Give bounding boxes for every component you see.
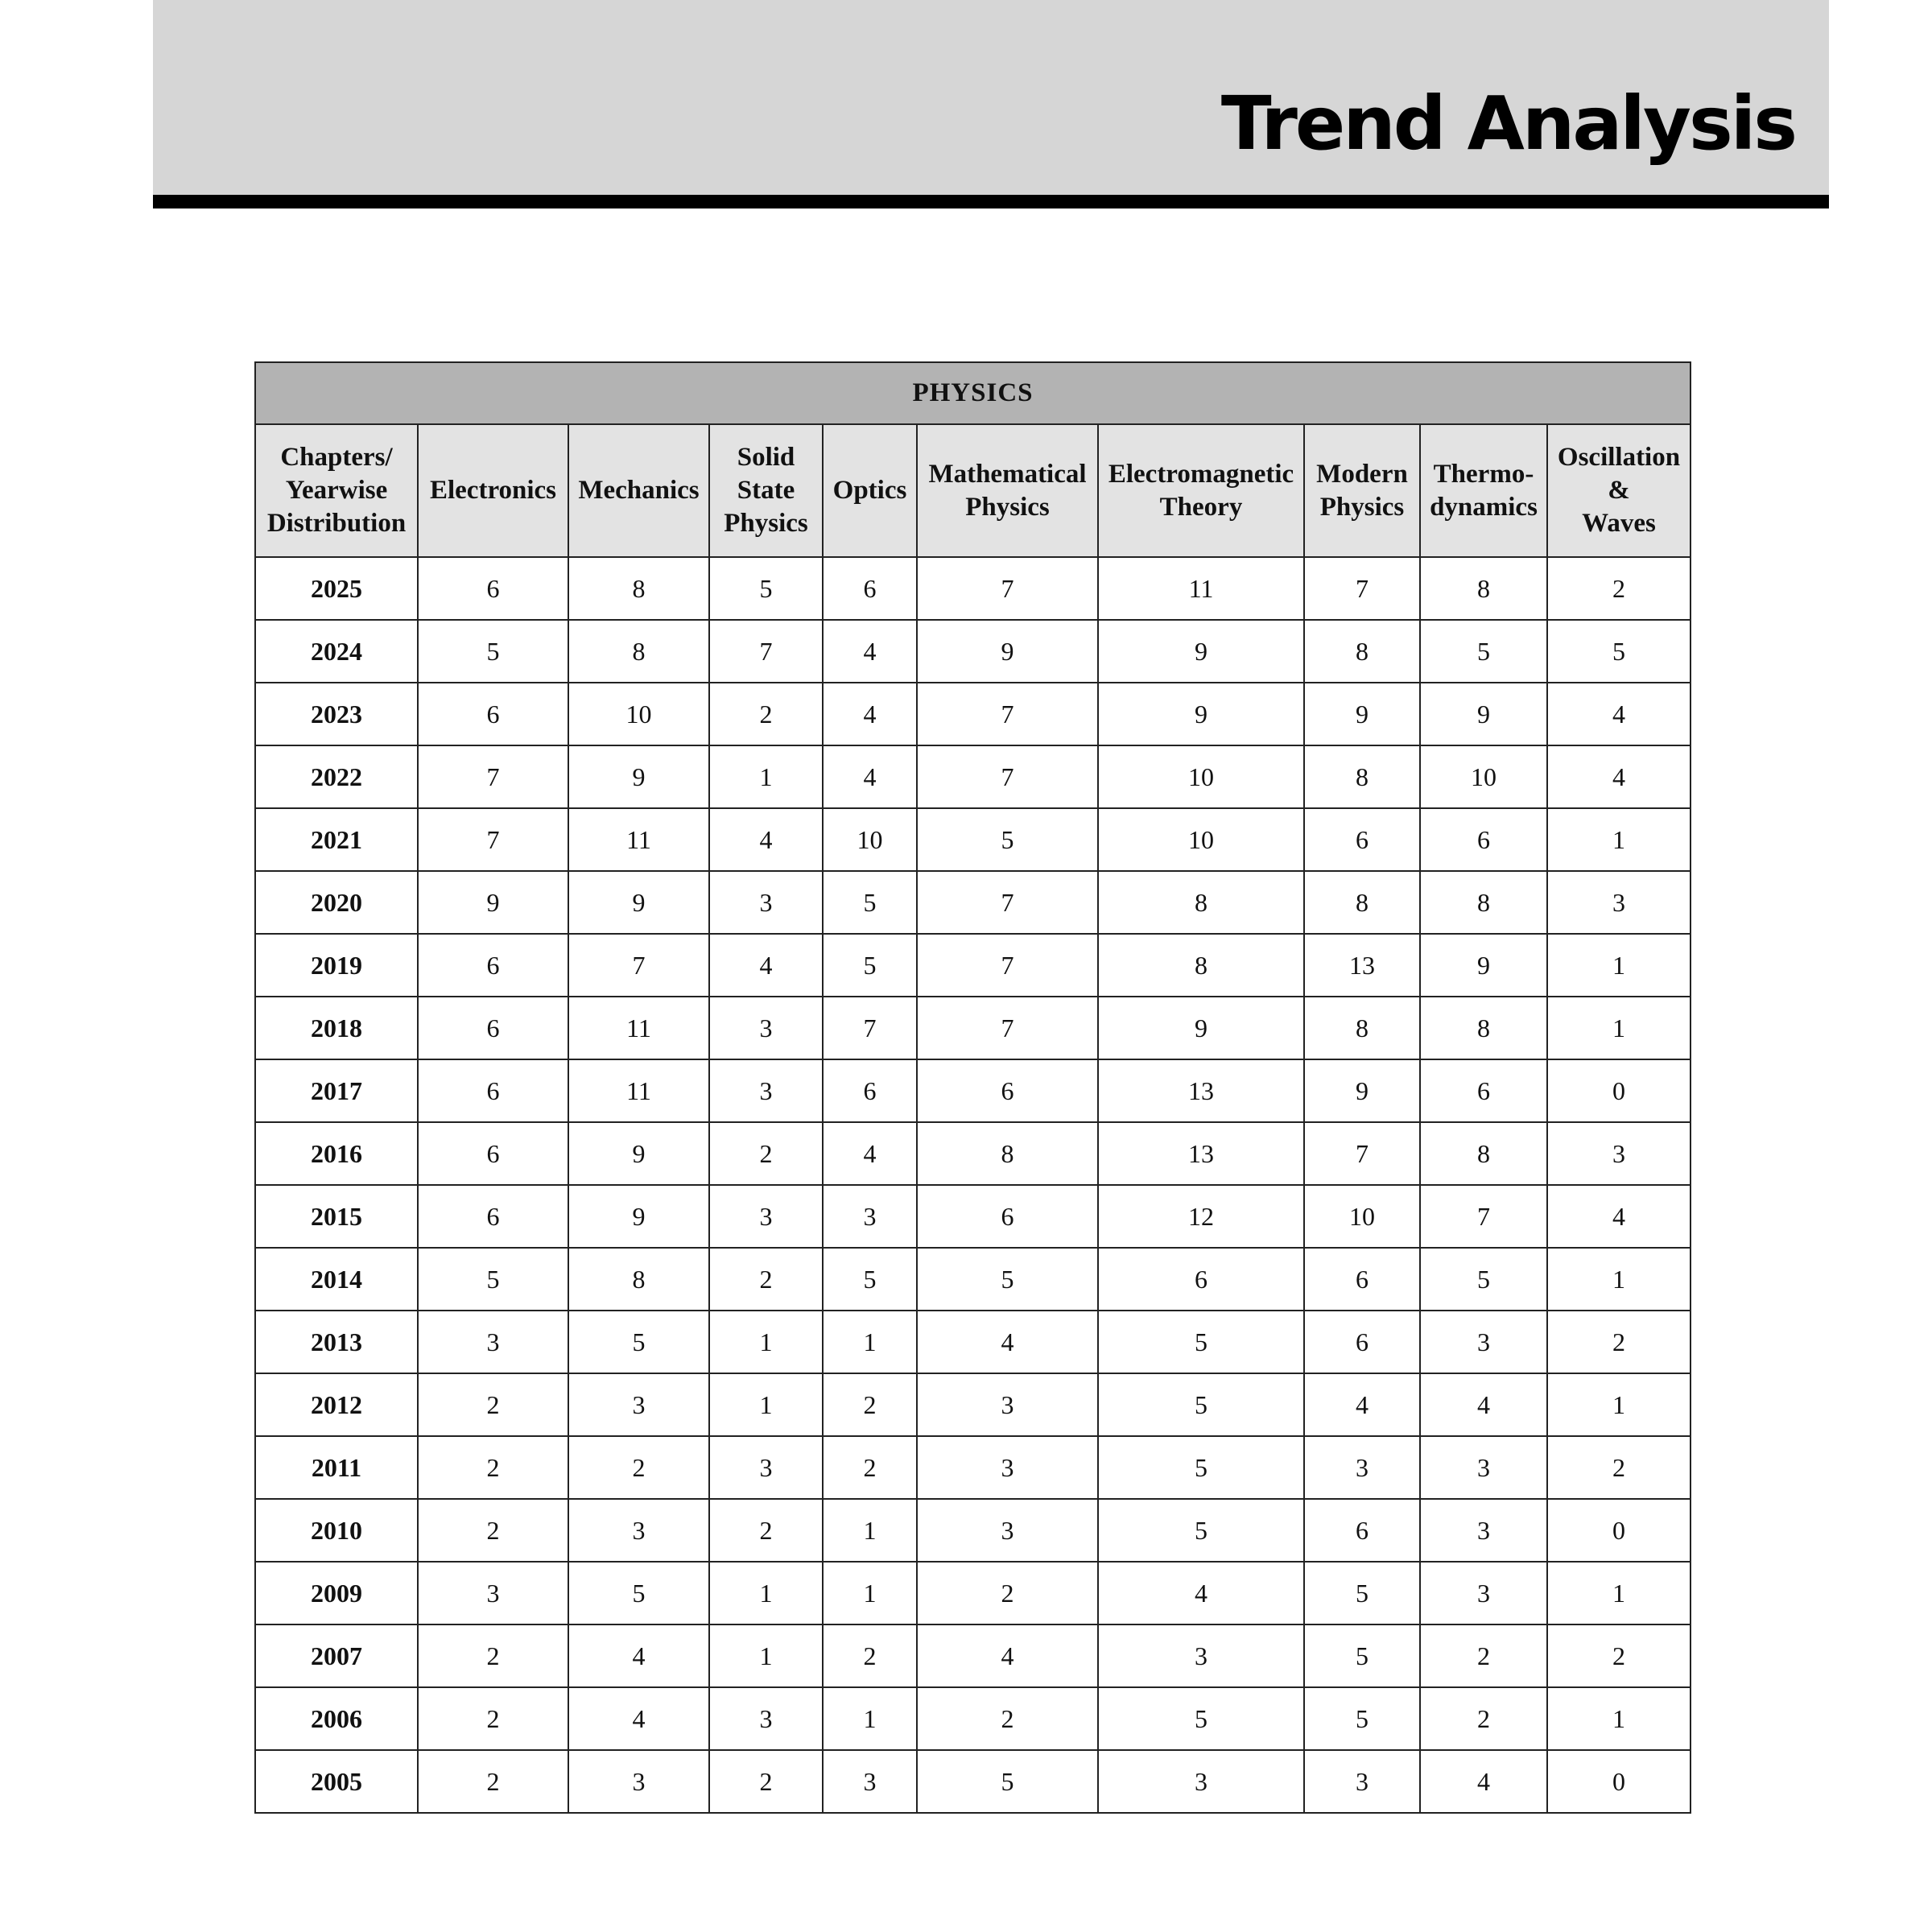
count-cell: 3 <box>568 1499 709 1562</box>
table-row <box>255 808 1690 871</box>
year-cell: 2010 <box>255 1499 418 1562</box>
column-header: Modern Physics <box>1304 424 1420 557</box>
table-row <box>255 1624 1690 1687</box>
year-cell: 2013 <box>255 1311 418 1373</box>
count-cell: 2 <box>418 1687 568 1750</box>
count-cell: 5 <box>823 934 917 997</box>
count-cell: 6 <box>1420 1059 1547 1122</box>
count-cell: 11 <box>1098 557 1304 620</box>
count-cell: 1 <box>823 1687 917 1750</box>
count-cell: 9 <box>568 1122 709 1185</box>
table-row <box>255 997 1690 1059</box>
count-cell: 3 <box>917 1373 1098 1436</box>
year-cell: 2020 <box>255 871 418 934</box>
count-cell: 5 <box>418 1248 568 1311</box>
count-cell: 3 <box>1304 1436 1420 1499</box>
year-cell: 2009 <box>255 1562 418 1624</box>
table-row <box>255 1562 1690 1624</box>
subject-heading: PHYSICS <box>255 362 1690 424</box>
count-cell: 8 <box>1420 557 1547 620</box>
count-cell: 3 <box>709 1436 823 1499</box>
count-cell: 3 <box>1098 1750 1304 1813</box>
count-cell: 6 <box>418 1185 568 1248</box>
count-cell: 3 <box>418 1562 568 1624</box>
count-cell: 5 <box>917 1248 1098 1311</box>
count-cell: 2 <box>418 1750 568 1813</box>
year-cell: 2019 <box>255 934 418 997</box>
column-header: Thermo- dynamics <box>1420 424 1547 557</box>
table-row <box>255 1436 1690 1499</box>
count-cell: 1 <box>709 1624 823 1687</box>
count-cell: 9 <box>917 620 1098 683</box>
year-cell: 2024 <box>255 620 418 683</box>
count-cell: 5 <box>1098 1373 1304 1436</box>
count-cell: 3 <box>709 1185 823 1248</box>
year-cell: 2018 <box>255 997 418 1059</box>
count-cell: 7 <box>418 745 568 808</box>
count-cell: 8 <box>1304 620 1420 683</box>
column-header-row <box>255 424 1690 557</box>
count-cell: 1 <box>709 1311 823 1373</box>
count-cell: 7 <box>709 620 823 683</box>
count-cell: 10 <box>1304 1185 1420 1248</box>
table-row <box>255 557 1690 620</box>
count-cell: 7 <box>1304 557 1420 620</box>
count-cell: 8 <box>1304 745 1420 808</box>
count-cell: 4 <box>1420 1750 1547 1813</box>
table-row <box>255 1311 1690 1373</box>
count-cell: 1 <box>823 1562 917 1624</box>
count-cell: 3 <box>823 1185 917 1248</box>
count-cell: 6 <box>917 1059 1098 1122</box>
count-cell: 2 <box>917 1562 1098 1624</box>
count-cell: 2 <box>418 1436 568 1499</box>
column-header: Solid State Physics <box>709 424 823 557</box>
count-cell: 5 <box>709 557 823 620</box>
count-cell: 3 <box>709 1059 823 1122</box>
count-cell: 6 <box>1098 1248 1304 1311</box>
count-cell: 8 <box>568 620 709 683</box>
count-cell: 8 <box>1304 997 1420 1059</box>
count-cell: 1 <box>823 1499 917 1562</box>
count-cell: 6 <box>1304 1499 1420 1562</box>
count-cell: 6 <box>418 1122 568 1185</box>
count-cell: 7 <box>917 934 1098 997</box>
count-cell: 5 <box>1304 1687 1420 1750</box>
count-cell: 2 <box>709 1750 823 1813</box>
count-cell: 4 <box>823 1122 917 1185</box>
count-cell: 2 <box>709 1122 823 1185</box>
count-cell: 8 <box>917 1122 1098 1185</box>
year-cell: 2022 <box>255 745 418 808</box>
count-cell: 2 <box>709 683 823 745</box>
count-cell: 8 <box>1420 1122 1547 1185</box>
count-cell: 2 <box>1420 1624 1547 1687</box>
count-cell: 8 <box>1420 871 1547 934</box>
count-cell: 10 <box>568 683 709 745</box>
column-header: Oscillation & Waves <box>1547 424 1690 557</box>
page-title: Trend Analysis <box>1220 80 1795 167</box>
count-cell: 8 <box>1098 871 1304 934</box>
count-cell: 1 <box>1547 997 1690 1059</box>
count-cell: 13 <box>1098 1059 1304 1122</box>
count-cell: 9 <box>1420 934 1547 997</box>
count-cell: 3 <box>1420 1562 1547 1624</box>
count-cell: 9 <box>568 871 709 934</box>
count-cell: 5 <box>1547 620 1690 683</box>
count-cell: 5 <box>568 1311 709 1373</box>
count-cell: 4 <box>1304 1373 1420 1436</box>
count-cell: 4 <box>1547 1185 1690 1248</box>
count-cell: 0 <box>1547 1499 1690 1562</box>
count-cell: 4 <box>568 1624 709 1687</box>
count-cell: 3 <box>1304 1750 1420 1813</box>
count-cell: 4 <box>1098 1562 1304 1624</box>
count-cell: 4 <box>823 745 917 808</box>
count-cell: 9 <box>1420 683 1547 745</box>
header-rule <box>153 195 1829 208</box>
count-cell: 1 <box>1547 1248 1690 1311</box>
count-cell: 10 <box>1098 745 1304 808</box>
count-cell: 3 <box>568 1373 709 1436</box>
count-cell: 8 <box>1420 997 1547 1059</box>
count-cell: 1 <box>1547 1562 1690 1624</box>
year-cell: 2005 <box>255 1750 418 1813</box>
table-body <box>255 557 1690 1813</box>
count-cell: 4 <box>917 1311 1098 1373</box>
count-cell: 12 <box>1098 1185 1304 1248</box>
count-cell: 5 <box>917 1750 1098 1813</box>
count-cell: 6 <box>418 997 568 1059</box>
count-cell: 6 <box>1304 808 1420 871</box>
count-cell: 6 <box>418 1059 568 1122</box>
count-cell: 1 <box>823 1311 917 1373</box>
count-cell: 8 <box>1304 871 1420 934</box>
count-cell: 5 <box>568 1562 709 1624</box>
count-cell: 2 <box>568 1436 709 1499</box>
count-cell: 7 <box>418 808 568 871</box>
count-cell: 1 <box>709 1373 823 1436</box>
count-cell: 3 <box>1420 1499 1547 1562</box>
count-cell: 5 <box>418 620 568 683</box>
table-row <box>255 1687 1690 1750</box>
table-row <box>255 1185 1690 1248</box>
year-cell: 2011 <box>255 1436 418 1499</box>
count-cell: 1 <box>709 745 823 808</box>
count-cell: 5 <box>1420 1248 1547 1311</box>
year-cell: 2006 <box>255 1687 418 1750</box>
count-cell: 6 <box>823 557 917 620</box>
count-cell: 8 <box>568 1248 709 1311</box>
table-row <box>255 745 1690 808</box>
table-row <box>255 1750 1690 1813</box>
count-cell: 6 <box>917 1185 1098 1248</box>
count-cell: 2 <box>418 1624 568 1687</box>
count-cell: 0 <box>1547 1750 1690 1813</box>
count-cell: 2 <box>823 1373 917 1436</box>
count-cell: 6 <box>418 683 568 745</box>
count-cell: 3 <box>709 871 823 934</box>
count-cell: 9 <box>568 745 709 808</box>
table-row <box>255 934 1690 997</box>
count-cell: 2 <box>1547 557 1690 620</box>
count-cell: 9 <box>1304 1059 1420 1122</box>
count-cell: 6 <box>418 557 568 620</box>
count-cell: 11 <box>568 1059 709 1122</box>
table-row <box>255 1122 1690 1185</box>
count-cell: 3 <box>709 997 823 1059</box>
count-cell: 5 <box>1304 1562 1420 1624</box>
count-cell: 10 <box>1420 745 1547 808</box>
count-cell: 5 <box>1098 1311 1304 1373</box>
column-header-year: Chapters/ Yearwise Distribution <box>255 424 418 557</box>
count-cell: 3 <box>1420 1436 1547 1499</box>
count-cell: 2 <box>1420 1687 1547 1750</box>
count-cell: 5 <box>1304 1624 1420 1687</box>
count-cell: 4 <box>1547 683 1690 745</box>
table-row <box>255 1059 1690 1122</box>
count-cell: 9 <box>418 871 568 934</box>
count-cell: 13 <box>1304 934 1420 997</box>
count-cell: 4 <box>1547 745 1690 808</box>
count-cell: 5 <box>1420 620 1547 683</box>
count-cell: 2 <box>418 1373 568 1436</box>
table-row <box>255 1373 1690 1436</box>
table-row <box>255 1499 1690 1562</box>
count-cell: 1 <box>709 1562 823 1624</box>
column-header: Mathematical Physics <box>917 424 1098 557</box>
count-cell: 3 <box>1547 1122 1690 1185</box>
count-cell: 7 <box>1420 1185 1547 1248</box>
count-cell: 7 <box>917 871 1098 934</box>
count-cell: 3 <box>1098 1624 1304 1687</box>
column-header: Mechanics <box>568 424 709 557</box>
count-cell: 9 <box>1304 683 1420 745</box>
table-row <box>255 871 1690 934</box>
count-cell: 8 <box>1098 934 1304 997</box>
count-cell: 5 <box>823 1248 917 1311</box>
count-cell: 2 <box>709 1248 823 1311</box>
count-cell: 4 <box>1420 1373 1547 1436</box>
count-cell: 11 <box>568 997 709 1059</box>
count-cell: 6 <box>418 934 568 997</box>
count-cell: 1 <box>1547 1373 1690 1436</box>
count-cell: 5 <box>1098 1687 1304 1750</box>
year-cell: 2014 <box>255 1248 418 1311</box>
count-cell: 7 <box>917 997 1098 1059</box>
year-cell: 2012 <box>255 1373 418 1436</box>
count-cell: 1 <box>1547 934 1690 997</box>
count-cell: 3 <box>823 1750 917 1813</box>
count-cell: 9 <box>1098 997 1304 1059</box>
count-cell: 1 <box>1547 1687 1690 1750</box>
count-cell: 4 <box>568 1687 709 1750</box>
count-cell: 3 <box>1420 1311 1547 1373</box>
column-header: Optics <box>823 424 917 557</box>
count-cell: 6 <box>823 1059 917 1122</box>
count-cell: 9 <box>1098 620 1304 683</box>
count-cell: 3 <box>568 1750 709 1813</box>
count-cell: 11 <box>568 808 709 871</box>
count-cell: 0 <box>1547 1059 1690 1122</box>
count-cell: 7 <box>823 997 917 1059</box>
count-cell: 7 <box>917 683 1098 745</box>
count-cell: 4 <box>823 620 917 683</box>
year-cell: 2015 <box>255 1185 418 1248</box>
table-row <box>255 683 1690 745</box>
count-cell: 8 <box>568 557 709 620</box>
count-cell: 2 <box>917 1687 1098 1750</box>
count-cell: 2 <box>1547 1311 1690 1373</box>
column-header: Electromagnetic Theory <box>1098 424 1304 557</box>
trend-table <box>254 361 1691 1814</box>
count-cell: 6 <box>1420 808 1547 871</box>
count-cell: 3 <box>709 1687 823 1750</box>
count-cell: 13 <box>1098 1122 1304 1185</box>
count-cell: 3 <box>1547 871 1690 934</box>
count-cell: 2 <box>823 1624 917 1687</box>
count-cell: 9 <box>568 1185 709 1248</box>
count-cell: 3 <box>917 1436 1098 1499</box>
count-cell: 7 <box>917 557 1098 620</box>
count-cell: 3 <box>418 1311 568 1373</box>
count-cell: 5 <box>1098 1499 1304 1562</box>
year-cell: 2016 <box>255 1122 418 1185</box>
table-row <box>255 1248 1690 1311</box>
count-cell: 5 <box>1098 1436 1304 1499</box>
count-cell: 4 <box>709 808 823 871</box>
count-cell: 7 <box>568 934 709 997</box>
count-cell: 10 <box>1098 808 1304 871</box>
year-cell: 2025 <box>255 557 418 620</box>
count-cell: 6 <box>1304 1248 1420 1311</box>
count-cell: 10 <box>823 808 917 871</box>
count-cell: 7 <box>917 745 1098 808</box>
column-header: Electronics <box>418 424 568 557</box>
count-cell: 2 <box>1547 1436 1690 1499</box>
count-cell: 2 <box>1547 1624 1690 1687</box>
count-cell: 4 <box>709 934 823 997</box>
count-cell: 2 <box>709 1499 823 1562</box>
count-cell: 5 <box>917 808 1098 871</box>
table-row <box>255 620 1690 683</box>
count-cell: 2 <box>418 1499 568 1562</box>
year-cell: 2023 <box>255 683 418 745</box>
count-cell: 6 <box>1304 1311 1420 1373</box>
count-cell: 2 <box>823 1436 917 1499</box>
count-cell: 5 <box>823 871 917 934</box>
count-cell: 1 <box>1547 808 1690 871</box>
count-cell: 4 <box>823 683 917 745</box>
count-cell: 3 <box>917 1499 1098 1562</box>
count-cell: 4 <box>917 1624 1098 1687</box>
year-cell: 2021 <box>255 808 418 871</box>
count-cell: 9 <box>1098 683 1304 745</box>
count-cell: 7 <box>1304 1122 1420 1185</box>
year-cell: 2017 <box>255 1059 418 1122</box>
year-cell: 2007 <box>255 1624 418 1687</box>
